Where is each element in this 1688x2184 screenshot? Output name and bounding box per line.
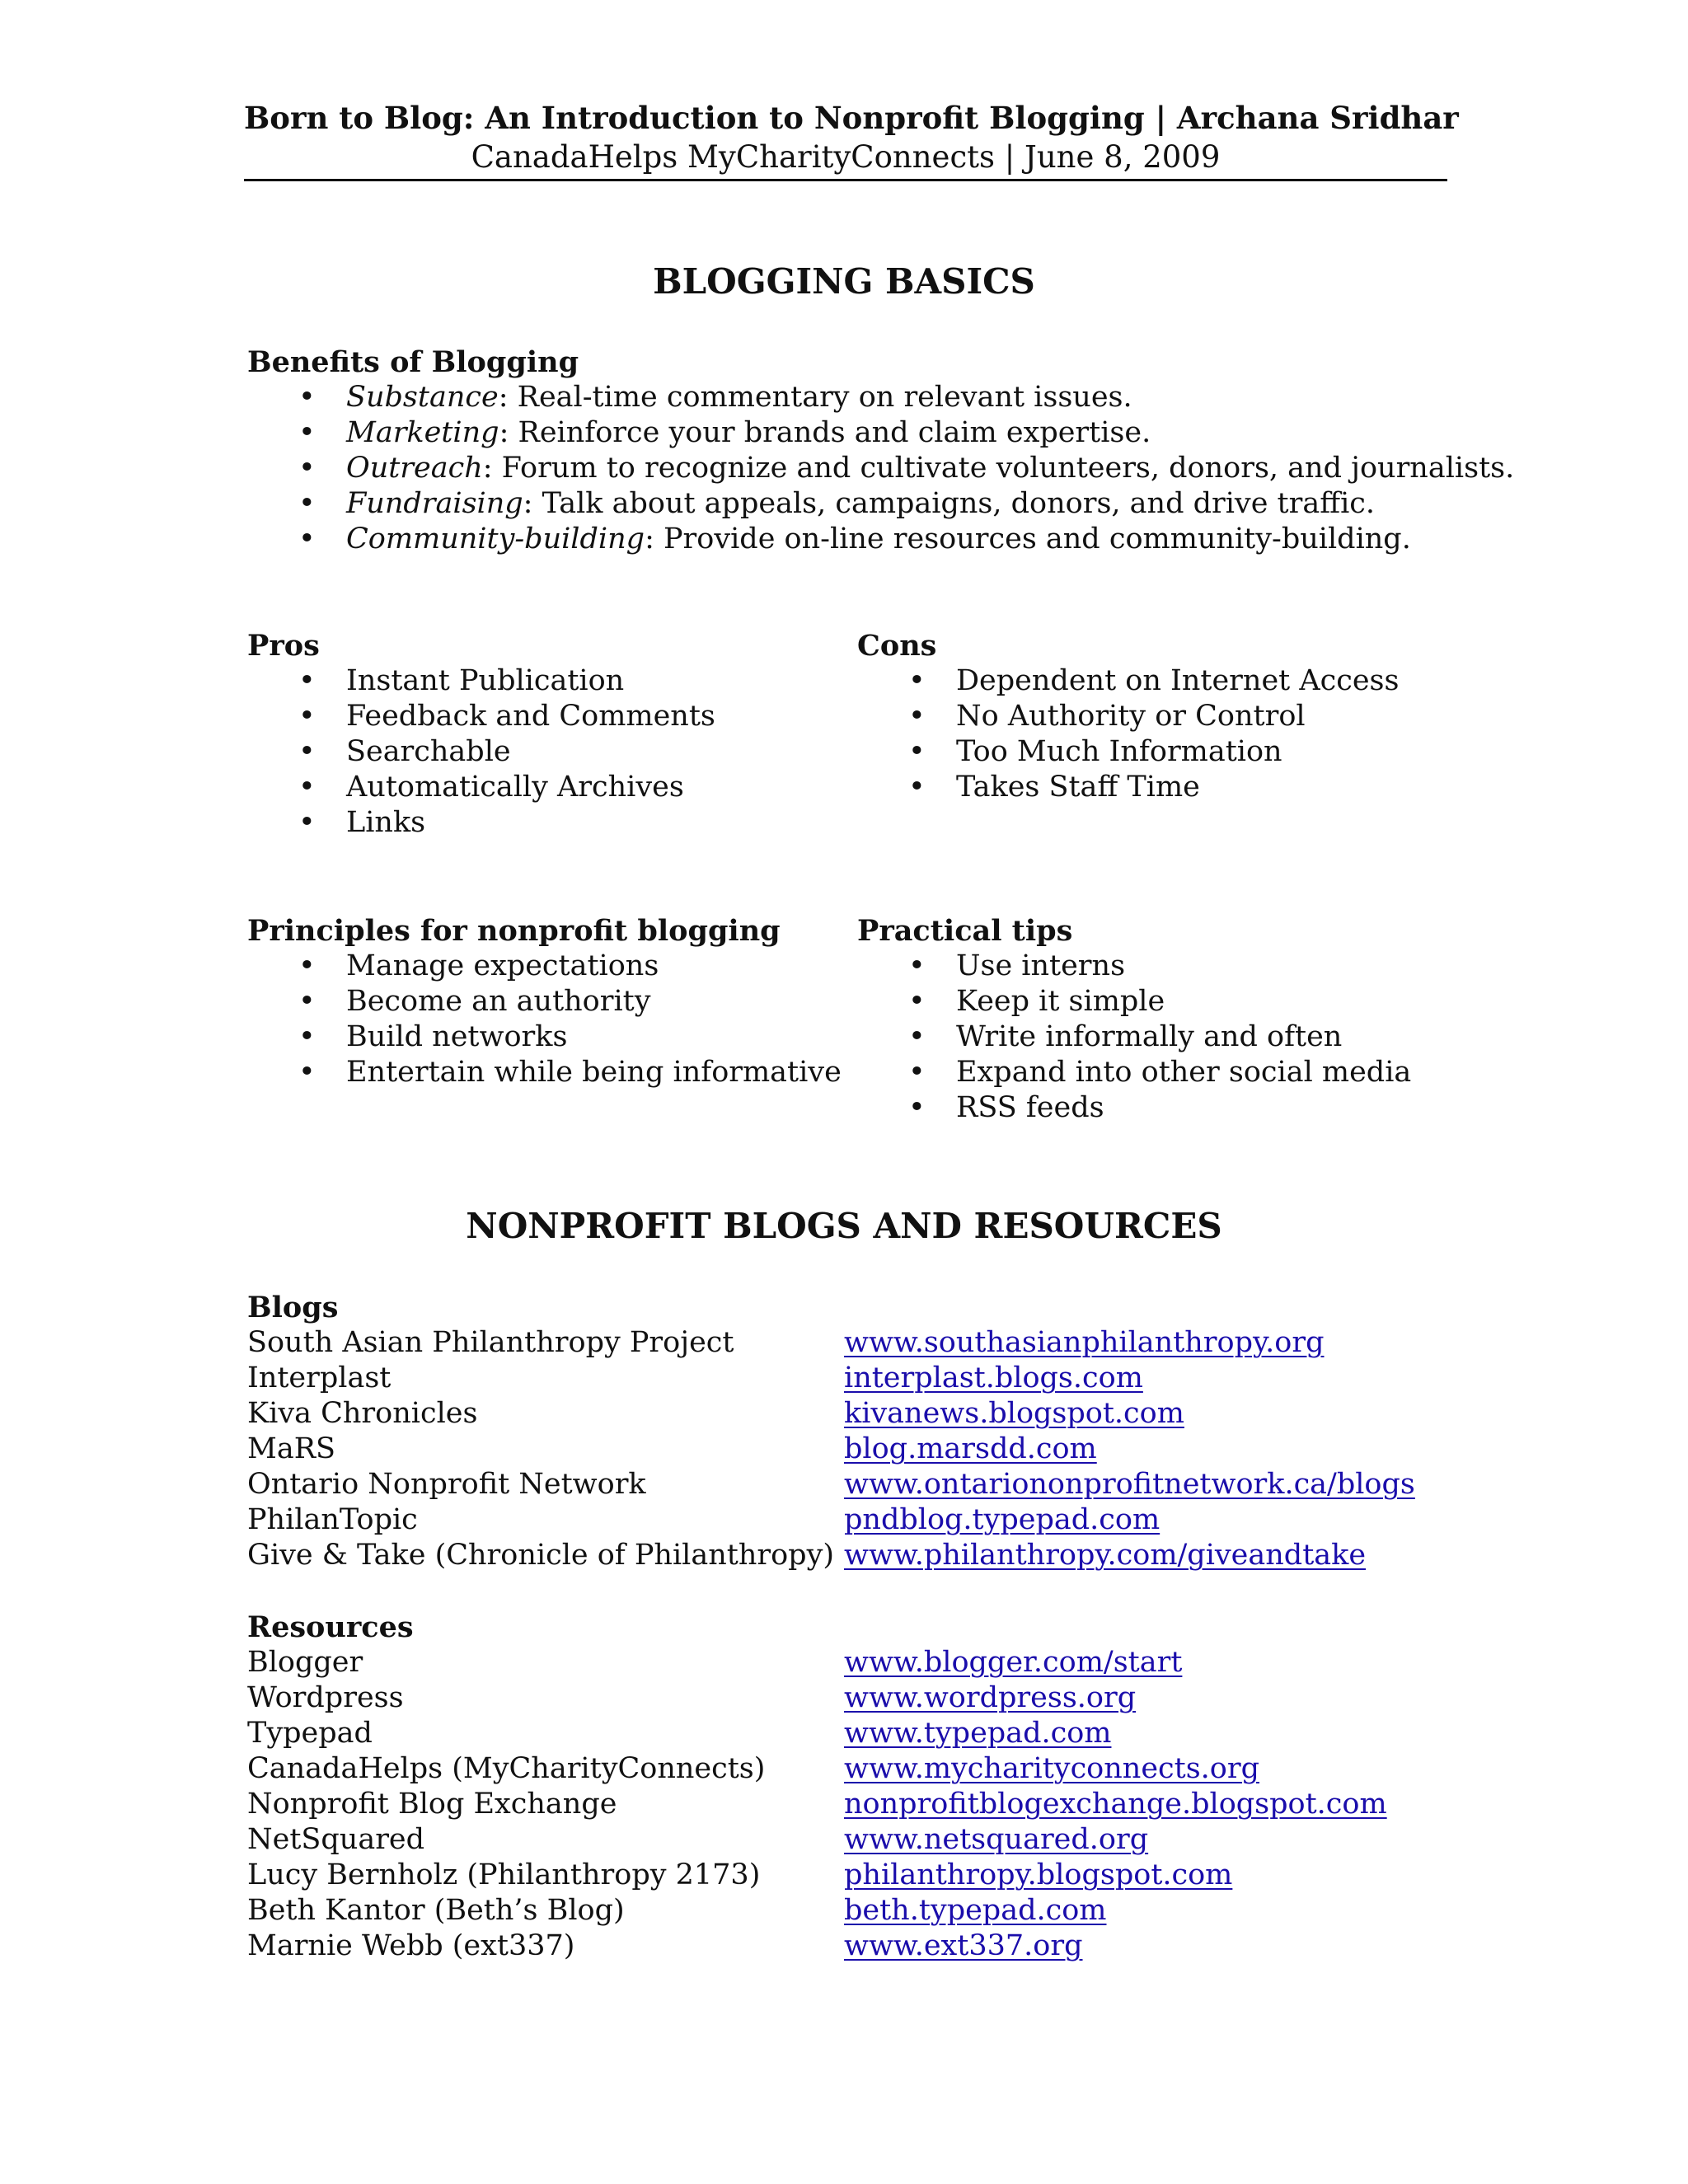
list-item <box>857 1055 1411 1090</box>
resource-name: NetSquared <box>247 1823 425 1856</box>
list-item <box>857 663 1399 699</box>
resource-link[interactable]: www.ext337.org <box>844 1929 1083 1962</box>
list-item <box>857 1019 1411 1055</box>
resource-row <box>247 1751 1451 1787</box>
list-item <box>247 1019 842 1055</box>
bullet-icon: • <box>298 700 316 733</box>
section-title-blogs-resources: NONPROFIT BLOGS AND RESOURCES <box>466 1206 1222 1246</box>
cons-item-text: Dependent on Internet Access <box>956 664 1400 697</box>
cons-block <box>857 628 1399 805</box>
blog-row <box>247 1396 1451 1432</box>
blog-name: Give & Take (Chronicle of Philanthropy) <box>247 1539 835 1572</box>
cons-item-text: No Authority or Control <box>956 700 1306 733</box>
blog-name: Kiva Chronicles <box>247 1397 478 1430</box>
bullet-icon: • <box>298 735 316 768</box>
principles-item-text: Manage expectations <box>346 949 659 982</box>
resource-row <box>247 1858 1451 1893</box>
benefit-term: Community-building <box>346 523 645 555</box>
bullet-icon: • <box>298 664 316 697</box>
benefits-block <box>247 344 1514 557</box>
blog-link[interactable]: www.southasianphilanthropy.org <box>844 1326 1325 1359</box>
principles-heading: Principles for nonprofit blogging <box>247 914 781 948</box>
principles-block <box>247 913 842 1090</box>
principles-list <box>247 949 842 1090</box>
cons-list <box>857 663 1399 805</box>
blog-name: Interplast <box>247 1361 392 1394</box>
principles-item-text: Entertain while being informative <box>346 1056 842 1089</box>
bullet-icon: • <box>908 949 926 982</box>
blog-link[interactable]: www.ontariononprofitnetwork.ca/blogs <box>844 1468 1415 1501</box>
bullet-icon: • <box>908 1020 926 1053</box>
blog-row <box>247 1467 1451 1502</box>
list-item <box>857 949 1411 984</box>
blog-link[interactable]: pndblog.typepad.com <box>844 1503 1160 1536</box>
resources-block <box>247 1610 1451 1962</box>
pros-heading: Pros <box>247 629 320 663</box>
bullet-icon: • <box>908 700 926 733</box>
list-item <box>857 770 1399 805</box>
resource-link[interactable]: beth.typepad.com <box>844 1894 1107 1927</box>
list-item <box>247 486 1514 522</box>
resource-name: Blogger <box>247 1646 363 1679</box>
resource-link[interactable]: www.mycharityconnects.org <box>844 1752 1260 1785</box>
resource-link[interactable]: nonprofitblogexchange.blogspot.com <box>844 1788 1387 1821</box>
principles-item-text: Become an authority <box>346 985 651 1018</box>
header-title: Born to Blog: An Introduction to Nonprofit Blogging | Archana Sridhar <box>244 100 1459 136</box>
tips-list <box>857 949 1411 1126</box>
principles-item-text: Build networks <box>346 1020 568 1053</box>
resource-name: Typepad <box>247 1717 373 1750</box>
bullet-icon: • <box>908 1091 926 1124</box>
benefit-text: : Reinforce your brands and claim expertise. <box>499 416 1151 449</box>
bullet-icon: • <box>908 985 926 1018</box>
tips-item-text: Write informally and often <box>956 1020 1343 1053</box>
blog-name: PhilanTopic <box>247 1503 418 1536</box>
benefits-list <box>247 380 1514 557</box>
list-item <box>247 663 715 699</box>
list-item <box>247 415 1514 451</box>
blogs-heading: Blogs <box>247 1291 339 1324</box>
resource-row <box>247 1716 1451 1751</box>
list-item <box>247 1055 842 1090</box>
list-item <box>247 380 1514 415</box>
cons-item-text: Takes Staff Time <box>956 771 1200 804</box>
resource-row <box>247 1787 1451 1822</box>
benefit-text: : Talk about appeals, campaigns, donors, and drive traffic. <box>523 487 1375 520</box>
blog-row <box>247 1325 1451 1361</box>
blog-link[interactable]: blog.marsdd.com <box>844 1432 1097 1465</box>
document-header <box>244 97 1459 176</box>
list-item <box>247 451 1514 486</box>
resource-row <box>247 1893 1451 1929</box>
list-item <box>247 984 842 1019</box>
cons-heading: Cons <box>857 629 937 663</box>
bullet-icon: • <box>908 1056 926 1089</box>
header-divider <box>244 179 1447 181</box>
cons-item-text: Too Much Information <box>956 735 1282 768</box>
resource-name: Nonprofit Blog Exchange <box>247 1788 617 1821</box>
pros-item-text: Feedback and Comments <box>346 700 715 733</box>
blog-row <box>247 1361 1451 1396</box>
blog-name: South Asian Philanthropy Project <box>247 1326 734 1359</box>
bullet-icon: • <box>298 381 316 414</box>
list-item <box>247 734 715 770</box>
list-item <box>857 984 1411 1019</box>
blogs-block <box>247 1290 1451 1572</box>
resource-name: Lucy Bernholz (Philanthropy 2173) <box>247 1858 761 1891</box>
resource-row <box>247 1929 1451 1964</box>
pros-item-text: Links <box>346 806 426 839</box>
blog-row <box>247 1502 1451 1538</box>
blog-link[interactable]: kivanews.blogspot.com <box>844 1397 1184 1430</box>
pros-block <box>247 628 715 841</box>
benefit-text: : Real-time commentary on relevant issues. <box>498 381 1132 414</box>
tips-heading: Practical tips <box>857 914 1073 948</box>
blog-link[interactable]: www.philanthropy.com/giveandtake <box>844 1539 1367 1572</box>
resource-link[interactable]: www.typepad.com <box>844 1717 1112 1750</box>
bullet-icon: • <box>298 452 316 485</box>
list-item <box>247 805 715 841</box>
resource-link[interactable]: www.netsquared.org <box>844 1823 1149 1856</box>
tips-item-text: Keep it simple <box>956 985 1165 1018</box>
tips-item-text: Expand into other social media <box>956 1056 1412 1089</box>
benefits-heading: Benefits of Blogging <box>247 345 579 379</box>
resource-name: Beth Kantor (Beth’s Blog) <box>247 1894 625 1927</box>
bullet-icon: • <box>298 487 316 520</box>
benefit-text: : Forum to recognize and cultivate volunteers, donors, and journalists. <box>482 452 1515 485</box>
tips-item-text: RSS feeds <box>956 1091 1104 1124</box>
tips-item-text: Use interns <box>956 949 1126 982</box>
bullet-icon: • <box>298 1020 316 1053</box>
benefit-term: Marketing <box>346 416 499 449</box>
blog-row <box>247 1432 1451 1467</box>
benefit-text: : Provide on-line resources and community-building. <box>645 523 1411 555</box>
pros-item-text: Automatically Archives <box>346 771 684 804</box>
blog-link[interactable]: interplast.blogs.com <box>844 1361 1143 1394</box>
resources-heading: Resources <box>247 1610 414 1644</box>
bullet-icon: • <box>908 771 926 804</box>
list-item <box>857 699 1399 734</box>
bullet-icon: • <box>298 949 316 982</box>
benefit-term: Substance <box>346 381 499 414</box>
benefit-term: Fundraising <box>346 487 523 520</box>
resource-link[interactable]: www.blogger.com/start <box>844 1646 1183 1679</box>
list-item <box>247 949 842 984</box>
bullet-icon: • <box>298 523 316 555</box>
list-item <box>857 1090 1411 1126</box>
tips-block <box>857 913 1411 1126</box>
header-subtitle: CanadaHelps MyCharityConnects | June 8, 2009 <box>471 139 1221 175</box>
bullet-icon: • <box>908 735 926 768</box>
resource-row <box>247 1822 1451 1858</box>
bullet-icon: • <box>908 664 926 697</box>
benefit-term: Outreach <box>346 452 483 485</box>
pros-item-text: Instant Publication <box>346 664 625 697</box>
list-item <box>857 734 1399 770</box>
pros-list <box>247 663 715 841</box>
bullet-icon: • <box>298 416 316 449</box>
blog-name: Ontario Nonprofit Network <box>247 1468 646 1501</box>
blog-row <box>247 1538 1451 1573</box>
list-item <box>247 522 1514 557</box>
bullet-icon: • <box>298 806 316 839</box>
resource-row <box>247 1680 1451 1716</box>
resource-name: Wordpress <box>247 1681 404 1714</box>
resource-link[interactable]: www.wordpress.org <box>844 1681 1137 1714</box>
bullet-icon: • <box>298 771 316 804</box>
pros-item-text: Searchable <box>346 735 511 768</box>
list-item <box>247 699 715 734</box>
list-item <box>247 770 715 805</box>
blog-name: MaRS <box>247 1432 336 1465</box>
resource-name: Marnie Webb (ext337) <box>247 1929 575 1962</box>
resource-row <box>247 1645 1451 1680</box>
section-title-blogging-basics: BLOGGING BASICS <box>653 261 1035 302</box>
resource-link[interactable]: philanthropy.blogspot.com <box>844 1858 1233 1891</box>
resource-name: CanadaHelps (MyCharityConnects) <box>247 1752 766 1785</box>
bullet-icon: • <box>298 985 316 1018</box>
bullet-icon: • <box>298 1056 316 1089</box>
